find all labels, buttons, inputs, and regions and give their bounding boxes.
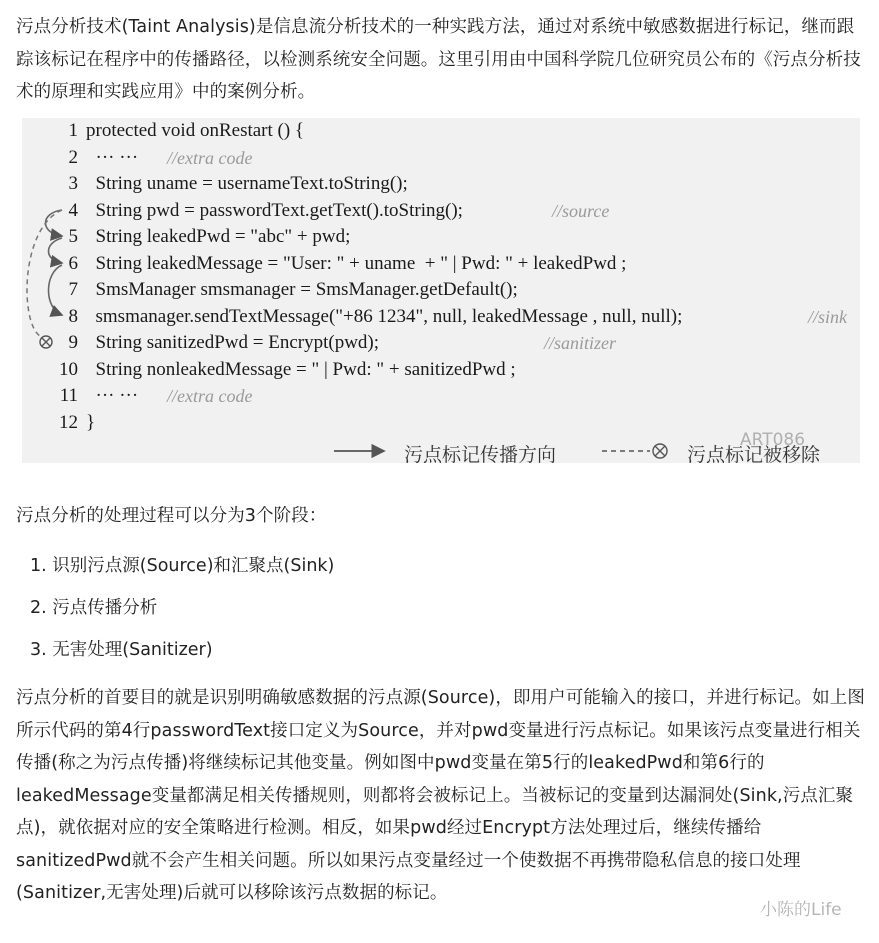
list-item: 3. 无害处理(Sanitizer): [30, 640, 213, 660]
code-line: String pwd = passwordText.getText().toString();: [86, 199, 463, 221]
code-line: String leakedMessage = "User: " + uname + " | Pwd: " + leakedPwd ;: [86, 252, 627, 274]
code-line-number: 7: [68, 279, 78, 300]
code-comment: //extra code: [167, 386, 253, 406]
code-line: smsmanager.sendTextMessage("+86 1234", null, leakedMessage , null, null);: [86, 305, 683, 327]
code-line-number: 4: [68, 199, 78, 221]
code-line: String uname = usernameText.toString();: [86, 173, 408, 194]
code-line-number: 11: [59, 385, 78, 406]
code-line-number: 1: [68, 120, 78, 141]
list-item: 1. 识别污点源(Source)和汇聚点(Sink): [30, 556, 335, 576]
code-line-number: 8: [68, 305, 78, 327]
code-comment: //sink: [808, 306, 847, 327]
code-line-number: 12: [59, 411, 78, 433]
code-comment: //extra code: [167, 147, 253, 168]
code-comment: //source: [552, 200, 610, 221]
code-line-number: 9: [68, 332, 78, 353]
list-item: 2. 污点传播分析: [30, 598, 158, 618]
stages-intro: 污点分析的处理过程可以分为3个阶段：: [16, 506, 327, 526]
intro-paragraph: 污点分析技术(Taint Analysis)是信息流分析技术的一种实践方法，通过对系统中敏感数据进行标记，继而跟踪该标记在程序中的传播路径，以检测系统安全问题。这里引用由中国科学院几位研究员公布的《污点分析技术的原理和实践应用》中的案例分析。: [16, 17, 861, 102]
bottom-watermark: 小陈的Life: [760, 900, 842, 920]
code-line: String nonleakedMessage = " | Pwd: " + sanitizedPwd ;: [86, 358, 516, 380]
code-figure: [22, 118, 860, 466]
code-line: String leakedPwd = "abc" + pwd;: [86, 226, 351, 247]
legend-propagation-label: 污点标记传播方向: [404, 445, 557, 466]
figure-watermark: ART086: [740, 430, 806, 450]
legend-removed-label: 污点标记被移除: [687, 445, 821, 466]
body-paragraph: 污点分析的首要目的就是识别明确敏感数据的污点源(Source)，即用户可能输入的接口，并进行标记。如上图所示代码的第4行passwordText接口定义为Source，并对pwd变量进行污点标记。如果该污点变量进行相关传播(称之为污点传播)将继续标记其他变量。例如图中pwd变量在第5行的leakedPwd和第6行的leakedMessage变量都满足相关传播规则，则都将会被标记上。当被标记的变量到达漏洞处(Sink,污点汇聚点)，就依据对应的安全策略进行检测。相反，如果pwd经过Encrypt方法处理过后，继续传播给sanitizedPwd就不会产生相关问题。所以如果污点变量经过一个使数据不再携带隐私信息的接口处理(Sanitizer,无害处理)后就可以移除该污点数据的标记。: [16, 688, 865, 903]
code-line-number: 2: [68, 146, 78, 168]
code-line-number: 3: [68, 173, 78, 194]
code-line: protected void onRestart () {: [86, 120, 305, 141]
code-line: }: [86, 411, 96, 433]
code-line: SmsManager smsmanager = SmsManager.getDefault();: [86, 279, 518, 300]
code-line: String sanitizedPwd = Encrypt(pwd);: [86, 332, 380, 353]
code-line: ··· ···: [86, 385, 139, 406]
code-line-number: 6: [68, 252, 78, 274]
code-line-number: 10: [59, 358, 78, 380]
code-line: ··· ···: [86, 146, 139, 168]
code-line-number: 5: [68, 226, 78, 247]
code-comment: //sanitizer: [544, 333, 617, 353]
